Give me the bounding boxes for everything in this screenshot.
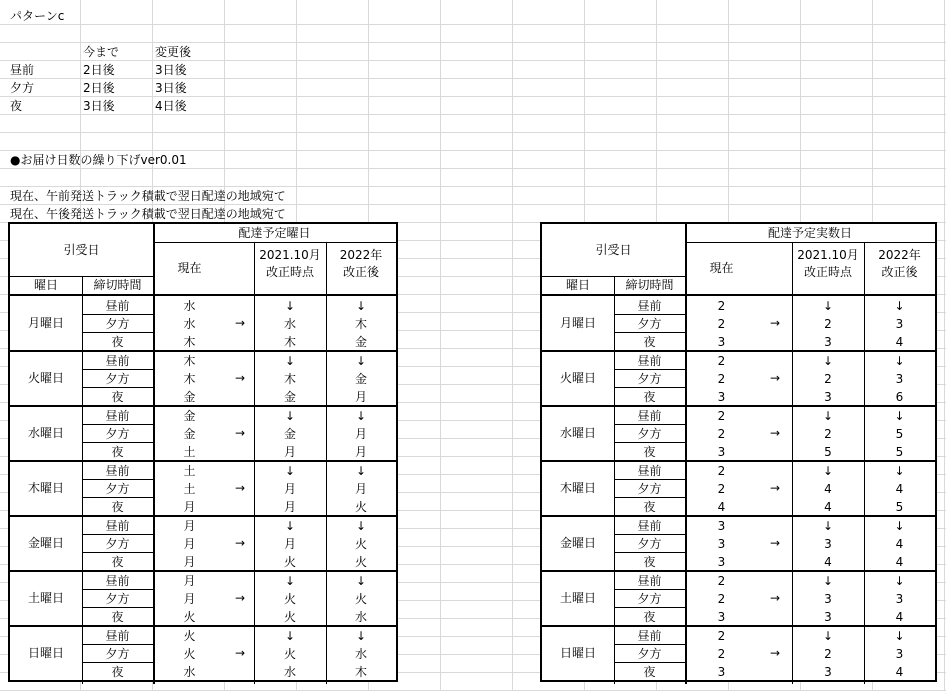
header-2022-line-2: 改正後 — [881, 265, 918, 279]
y2022-value-cell[interactable]: 月 — [354, 390, 367, 404]
summary-header-after[interactable]: 変更後 — [155, 45, 192, 59]
y2022-value-cell[interactable]: ↓ — [355, 574, 367, 588]
header-2022[interactable] — [326, 247, 396, 287]
y2022-value-cell[interactable]: ↓ — [355, 299, 367, 313]
current-value-cell[interactable]: 火 — [183, 647, 196, 661]
current-value-cell[interactable]: 水 — [183, 317, 196, 331]
cutoff-slot-cell[interactable]: 夕方 — [637, 427, 662, 441]
oct-2021-value-cell[interactable]: ↓ — [822, 519, 834, 533]
cutoff-slot-cell[interactable]: 夜 — [111, 445, 124, 459]
pattern-title[interactable]: パターンc — [10, 9, 65, 23]
y2022-value-cell[interactable]: ↓ — [355, 354, 367, 368]
summary-row-before[interactable]: 2日後 — [83, 63, 115, 77]
weekday-cell[interactable]: 木曜日 — [27, 481, 64, 495]
cutoff-slot-cell[interactable]: 夕方 — [105, 647, 130, 661]
current-value-cell[interactable]: 土 — [183, 482, 196, 496]
cutoff-slot-cell[interactable]: 夜 — [643, 335, 656, 349]
weekday-cell[interactable]: 水曜日 — [559, 426, 596, 440]
arrow-cell[interactable]: → — [769, 371, 781, 385]
current-value-cell[interactable]: 金 — [183, 390, 196, 404]
column-border — [82, 296, 83, 684]
y2022-value-cell[interactable]: 月 — [354, 427, 367, 441]
cutoff-slot-cell[interactable]: 夜 — [111, 335, 124, 349]
oct-2021-value-cell[interactable]: 3 — [824, 335, 832, 349]
y2022-value-cell[interactable]: 水 — [354, 610, 367, 624]
column-border — [254, 242, 255, 684]
cutoff-slot-cell[interactable]: 夕方 — [637, 592, 662, 606]
current-value-cell[interactable]: 2 — [717, 574, 726, 588]
cutoff-slot-cell[interactable]: 昼前 — [637, 354, 662, 368]
cutoff-slot-cell[interactable]: 夕方 — [105, 537, 130, 551]
arrow-cell[interactable]: → — [769, 316, 781, 330]
current-value-cell[interactable]: 火 — [183, 629, 196, 643]
current-value-cell[interactable]: 3 — [717, 445, 726, 459]
y2022-value-cell[interactable]: 金 — [354, 335, 367, 349]
oct-2021-value-cell[interactable]: ↓ — [822, 574, 834, 588]
y2022-value-cell[interactable]: ↓ — [355, 409, 367, 423]
oct-2021-value-cell[interactable]: 金 — [283, 427, 296, 441]
y2022-value-cell[interactable]: ↓ — [355, 519, 367, 533]
oct-2021-value-cell[interactable]: 水 — [283, 665, 296, 679]
cutoff-slot-cell[interactable]: 夜 — [111, 665, 124, 679]
cutoff-slot-cell[interactable]: 夜 — [111, 500, 124, 514]
current-value-cell[interactable]: 3 — [717, 555, 726, 569]
cutoff-slot-cell[interactable]: 夜 — [111, 390, 124, 404]
oct-2021-value-cell[interactable]: ↓ — [822, 299, 834, 313]
y2022-value-cell[interactable]: 4 — [895, 555, 904, 569]
y2022-value-cell[interactable]: 木 — [354, 665, 367, 679]
notes-heading[interactable]: ●お届け日数の繰り下げver0.01 — [10, 153, 187, 167]
weekday-cell[interactable]: 土曜日 — [559, 591, 596, 605]
y2022-value-cell[interactable]: 木 — [354, 317, 367, 331]
y2022-value-cell[interactable]: ↓ — [894, 354, 905, 368]
cutoff-slot-cell[interactable]: 昼前 — [637, 464, 662, 478]
weekday-cell[interactable]: 土曜日 — [27, 591, 64, 605]
current-value-cell[interactable]: 火 — [183, 610, 196, 624]
header-2021-oct[interactable] — [254, 247, 326, 287]
header-receive-date[interactable]: 引受日 — [595, 243, 632, 257]
current-value-cell[interactable]: 2 — [717, 482, 726, 496]
oct-2021-value-cell[interactable]: ↓ — [284, 354, 296, 368]
cutoff-slot-cell[interactable]: 夕方 — [637, 482, 662, 496]
arrow-cell[interactable]: → — [769, 536, 781, 550]
weekday-cell[interactable]: 日曜日 — [27, 646, 64, 660]
y2022-value-cell[interactable]: ↓ — [355, 629, 367, 643]
oct-2021-value-cell[interactable]: ↓ — [284, 629, 296, 643]
current-value-cell[interactable]: 木 — [183, 372, 196, 386]
delivery-weekday-table — [8, 222, 398, 682]
summary-row-before[interactable]: 3日後 — [83, 99, 115, 113]
summary-row-after[interactable]: 3日後 — [155, 81, 187, 95]
current-value-cell[interactable]: 月 — [183, 519, 196, 533]
header-cutoff[interactable]: 締切時間 — [93, 278, 142, 292]
weekday-cell[interactable]: 火曜日 — [559, 371, 596, 385]
y2022-value-cell[interactable]: 5 — [895, 427, 904, 441]
current-value-cell[interactable]: 金 — [183, 427, 196, 441]
oct-2021-value-cell[interactable]: ↓ — [822, 409, 834, 423]
current-value-cell[interactable]: 3 — [717, 335, 726, 349]
arrow-cell[interactable]: → — [769, 481, 781, 495]
y2022-value-cell[interactable]: ↓ — [355, 464, 367, 478]
cutoff-slot-cell[interactable]: 夕方 — [105, 482, 130, 496]
weekday-cell[interactable]: 火曜日 — [27, 371, 64, 385]
cutoff-slot-cell[interactable]: 夜 — [643, 665, 656, 679]
header-2021-oct-line-2: 改正時点 — [265, 265, 314, 279]
y2022-value-cell[interactable]: 5 — [895, 500, 904, 514]
weekday-cell[interactable]: 日曜日 — [559, 646, 596, 660]
y2022-value-cell[interactable]: 4 — [895, 665, 904, 679]
cutoff-slot-cell[interactable]: 夕方 — [105, 592, 130, 606]
oct-2021-value-cell[interactable]: 2 — [824, 317, 832, 331]
current-value-cell[interactable]: 2 — [717, 409, 726, 423]
weekday-cell[interactable]: 金曜日 — [559, 536, 596, 550]
current-value-cell[interactable]: 月 — [183, 555, 196, 569]
oct-2021-value-cell[interactable]: 4 — [824, 500, 832, 514]
cutoff-slot-cell[interactable]: 夜 — [643, 500, 656, 514]
notes-line-2[interactable]: 現在、午後発送トラック積載で翌日配達の地域宛て — [10, 207, 286, 221]
weekday-cell[interactable]: 月曜日 — [27, 316, 64, 330]
header-receive-date[interactable]: 引受日 — [63, 243, 100, 257]
y2022-value-cell[interactable]: 月 — [354, 445, 367, 459]
y2022-value-cell[interactable]: ↓ — [894, 409, 905, 423]
header-current[interactable]: 現在 — [709, 261, 734, 275]
column-border — [326, 242, 327, 684]
y2022-value-cell[interactable]: ↓ — [894, 519, 905, 533]
y2022-value-cell[interactable]: 4 — [895, 482, 904, 496]
oct-2021-value-cell[interactable]: 金 — [283, 390, 296, 404]
current-value-cell[interactable]: 2 — [717, 299, 726, 313]
cutoff-slot-cell[interactable]: 昼前 — [105, 519, 130, 533]
oct-2021-value-cell[interactable]: 3 — [824, 537, 832, 551]
cutoff-slot-cell[interactable]: 夜 — [643, 555, 656, 569]
column-border — [614, 296, 615, 684]
cutoff-slot-cell[interactable]: 夜 — [111, 555, 124, 569]
arrow-cell[interactable]: → — [234, 426, 246, 440]
header-weekday[interactable]: 曜日 — [33, 278, 58, 292]
header-2021-oct-line-2: 改正時点 — [803, 265, 852, 279]
oct-2021-value-cell[interactable]: ↓ — [822, 354, 834, 368]
y2022-value-cell[interactable]: 6 — [895, 390, 904, 404]
y2022-value-cell[interactable]: 月 — [354, 482, 367, 496]
y2022-value-cell[interactable]: 4 — [895, 537, 904, 551]
y2022-value-cell[interactable]: 水 — [354, 647, 367, 661]
current-value-cell[interactable]: 月 — [183, 574, 196, 588]
y2022-value-cell[interactable]: 火 — [354, 537, 367, 551]
summary-row-before[interactable]: 2日後 — [83, 81, 115, 95]
current-value-cell[interactable]: 2 — [717, 354, 726, 368]
current-value-cell[interactable]: 木 — [183, 354, 196, 368]
summary-row-after[interactable]: 3日後 — [155, 63, 187, 77]
oct-2021-value-cell[interactable]: 月 — [283, 445, 296, 459]
oct-2021-value-cell[interactable]: 5 — [824, 445, 832, 459]
cutoff-slot-cell[interactable]: 夕方 — [105, 317, 130, 331]
cutoff-slot-cell[interactable]: 昼前 — [637, 519, 662, 533]
current-value-cell[interactable]: 2 — [717, 427, 726, 441]
cutoff-slot-cell[interactable]: 夕方 — [105, 372, 130, 386]
notes-line-1[interactable]: 現在、午前発送トラック積載で翌日配達の地域宛て — [10, 189, 286, 203]
weekday-cell[interactable]: 金曜日 — [27, 536, 64, 550]
arrow-cell[interactable]: → — [234, 536, 246, 550]
oct-2021-value-cell[interactable]: ↓ — [284, 409, 296, 423]
cutoff-slot-cell[interactable]: 夕方 — [637, 647, 662, 661]
current-value-cell[interactable]: 3 — [717, 537, 726, 551]
oct-2021-value-cell[interactable]: 木 — [283, 335, 296, 349]
current-value-cell[interactable]: 月 — [183, 592, 196, 606]
current-value-cell[interactable]: 4 — [717, 500, 726, 514]
cutoff-slot-cell[interactable]: 夜 — [643, 610, 656, 624]
oct-2021-value-cell[interactable]: 木 — [283, 372, 296, 386]
cutoff-slot-cell[interactable]: 昼前 — [105, 354, 130, 368]
oct-2021-value-cell[interactable]: 2 — [824, 647, 832, 661]
cutoff-slot-cell[interactable]: 夕方 — [637, 537, 662, 551]
header-2021-oct[interactable] — [792, 247, 864, 287]
current-value-cell[interactable]: 月 — [183, 500, 196, 514]
current-value-cell[interactable]: 水 — [183, 299, 196, 313]
cutoff-slot-cell[interactable]: 昼前 — [105, 464, 130, 478]
column-border — [792, 242, 793, 684]
current-value-cell[interactable]: 水 — [183, 665, 196, 679]
summary-row-label[interactable]: 夜 — [10, 99, 23, 113]
oct-2021-value-cell[interactable]: 月 — [283, 537, 296, 551]
column-border — [82, 276, 83, 294]
header-2022-line-1: 2022年 — [878, 248, 921, 262]
oct-2021-value-cell[interactable]: 4 — [824, 482, 832, 496]
oct-2021-value-cell[interactable]: ↓ — [284, 519, 296, 533]
y2022-value-cell[interactable]: ↓ — [894, 299, 905, 313]
weekday-cell[interactable]: 月曜日 — [559, 316, 596, 330]
arrow-cell[interactable]: → — [234, 316, 246, 330]
y2022-value-cell[interactable]: 火 — [354, 500, 367, 514]
y2022-value-cell[interactable]: 3 — [895, 372, 904, 386]
y2022-value-cell[interactable]: 3 — [895, 647, 904, 661]
header-2022[interactable] — [864, 247, 935, 287]
y2022-value-cell[interactable]: ↓ — [894, 464, 905, 478]
arrow-cell[interactable]: → — [234, 371, 246, 385]
header-2022-line-1: 2022年 — [339, 248, 383, 262]
current-value-cell[interactable]: 2 — [717, 372, 726, 386]
current-value-cell[interactable]: 2 — [717, 629, 726, 643]
y2022-value-cell[interactable]: 5 — [895, 445, 904, 459]
oct-2021-value-cell[interactable]: ↓ — [822, 464, 834, 478]
current-value-cell[interactable]: 2 — [717, 317, 726, 331]
current-value-cell[interactable]: 木 — [183, 335, 196, 349]
oct-2021-value-cell[interactable]: 月 — [283, 500, 296, 514]
delivery-days-count-table — [540, 222, 937, 682]
oct-2021-value-cell[interactable]: 4 — [824, 555, 832, 569]
cutoff-slot-cell[interactable]: 昼前 — [637, 409, 662, 423]
header-cutoff[interactable]: 締切時間 — [625, 278, 674, 292]
cutoff-slot-cell[interactable]: 昼前 — [105, 409, 130, 423]
arrow-cell[interactable]: → — [234, 481, 246, 495]
current-value-cell[interactable]: 土 — [183, 464, 196, 478]
cutoff-slot-cell[interactable]: 夜 — [643, 390, 656, 404]
oct-2021-value-cell[interactable]: 火 — [283, 647, 296, 661]
header-2022-line-2: 改正後 — [342, 265, 379, 279]
current-value-cell[interactable]: 2 — [717, 647, 726, 661]
y2022-value-cell[interactable]: 3 — [895, 592, 904, 606]
cutoff-slot-cell[interactable]: 夜 — [643, 445, 656, 459]
cutoff-slot-cell[interactable]: 夜 — [111, 610, 124, 624]
cutoff-slot-cell[interactable]: 昼前 — [637, 299, 662, 313]
summary-row-label[interactable]: 夕方 — [10, 81, 35, 95]
column-border — [614, 276, 615, 294]
oct-2021-value-cell[interactable]: 水 — [283, 317, 296, 331]
oct-2021-value-cell[interactable]: 2 — [824, 372, 832, 386]
y2022-value-cell[interactable]: 火 — [354, 592, 367, 606]
y2022-value-cell[interactable]: 4 — [895, 335, 904, 349]
header-2021-oct-line-1: 2021.10月 — [797, 248, 859, 262]
header-divider — [153, 242, 396, 243]
oct-2021-value-cell[interactable]: 3 — [824, 390, 832, 404]
oct-2021-value-cell[interactable]: ↓ — [284, 464, 296, 478]
cutoff-slot-cell[interactable]: 昼前 — [637, 574, 662, 588]
header-delivery-group[interactable]: 配達予定曜日 — [238, 226, 311, 240]
current-value-cell[interactable]: 金 — [183, 409, 196, 423]
current-value-cell[interactable]: 月 — [183, 537, 196, 551]
y2022-value-cell[interactable]: 3 — [895, 317, 904, 331]
header-weekday[interactable]: 曜日 — [565, 278, 590, 292]
current-value-cell[interactable]: 3 — [717, 610, 726, 624]
arrow-cell[interactable]: → — [769, 646, 781, 660]
weekday-cell[interactable]: 木曜日 — [559, 481, 596, 495]
column-border — [864, 242, 865, 684]
oct-2021-value-cell[interactable]: 3 — [824, 610, 832, 624]
current-value-cell[interactable]: 2 — [717, 592, 726, 606]
cutoff-slot-cell[interactable]: 夕方 — [637, 372, 662, 386]
summary-row-label[interactable]: 昼前 — [10, 63, 35, 77]
header-current[interactable]: 現在 — [177, 261, 202, 275]
cutoff-slot-cell[interactable]: 夕方 — [637, 317, 662, 331]
y2022-value-cell[interactable]: 火 — [354, 555, 367, 569]
arrow-cell[interactable]: → — [234, 646, 246, 660]
y2022-value-cell[interactable]: 金 — [354, 372, 367, 386]
oct-2021-value-cell[interactable]: ↓ — [284, 299, 296, 313]
cutoff-slot-cell[interactable]: 昼前 — [105, 299, 130, 313]
cutoff-slot-cell[interactable]: 昼前 — [637, 629, 662, 643]
oct-2021-value-cell[interactable]: 3 — [824, 592, 832, 606]
cutoff-slot-cell[interactable]: 夕方 — [105, 427, 130, 441]
y2022-value-cell[interactable]: 4 — [895, 610, 904, 624]
oct-2021-value-cell[interactable]: 月 — [283, 482, 296, 496]
current-value-cell[interactable]: 3 — [717, 519, 726, 533]
oct-2021-value-cell[interactable]: 2 — [824, 427, 832, 441]
header-divider — [685, 242, 935, 243]
arrow-cell[interactable]: → — [769, 591, 781, 605]
arrow-cell[interactable]: → — [234, 591, 246, 605]
header-delivery-group[interactable]: 配達予定実数日 — [767, 226, 852, 240]
oct-2021-value-cell[interactable]: 火 — [283, 592, 296, 606]
weekday-cell[interactable]: 水曜日 — [27, 426, 64, 440]
cutoff-slot-cell[interactable]: 昼前 — [105, 629, 130, 643]
cutoff-slot-cell[interactable]: 昼前 — [105, 574, 130, 588]
current-value-cell[interactable]: 2 — [717, 464, 726, 478]
y2022-value-cell[interactable]: ↓ — [894, 574, 905, 588]
oct-2021-value-cell[interactable]: 火 — [283, 610, 296, 624]
current-value-cell[interactable]: 土 — [183, 445, 196, 459]
header-2021-oct-line-1: 2021.10月 — [259, 248, 321, 262]
oct-2021-value-cell[interactable]: ↓ — [284, 574, 296, 588]
oct-2021-value-cell[interactable]: 火 — [283, 555, 296, 569]
y2022-value-cell[interactable]: ↓ — [894, 629, 905, 643]
oct-2021-value-cell[interactable]: ↓ — [822, 629, 834, 643]
oct-2021-value-cell[interactable]: 3 — [824, 665, 832, 679]
summary-row-after[interactable]: 4日後 — [155, 99, 187, 113]
current-value-cell[interactable]: 3 — [717, 665, 726, 679]
current-value-cell[interactable]: 3 — [717, 390, 726, 404]
summary-header-before[interactable]: 今まで — [83, 45, 120, 59]
arrow-cell[interactable]: → — [769, 426, 781, 440]
